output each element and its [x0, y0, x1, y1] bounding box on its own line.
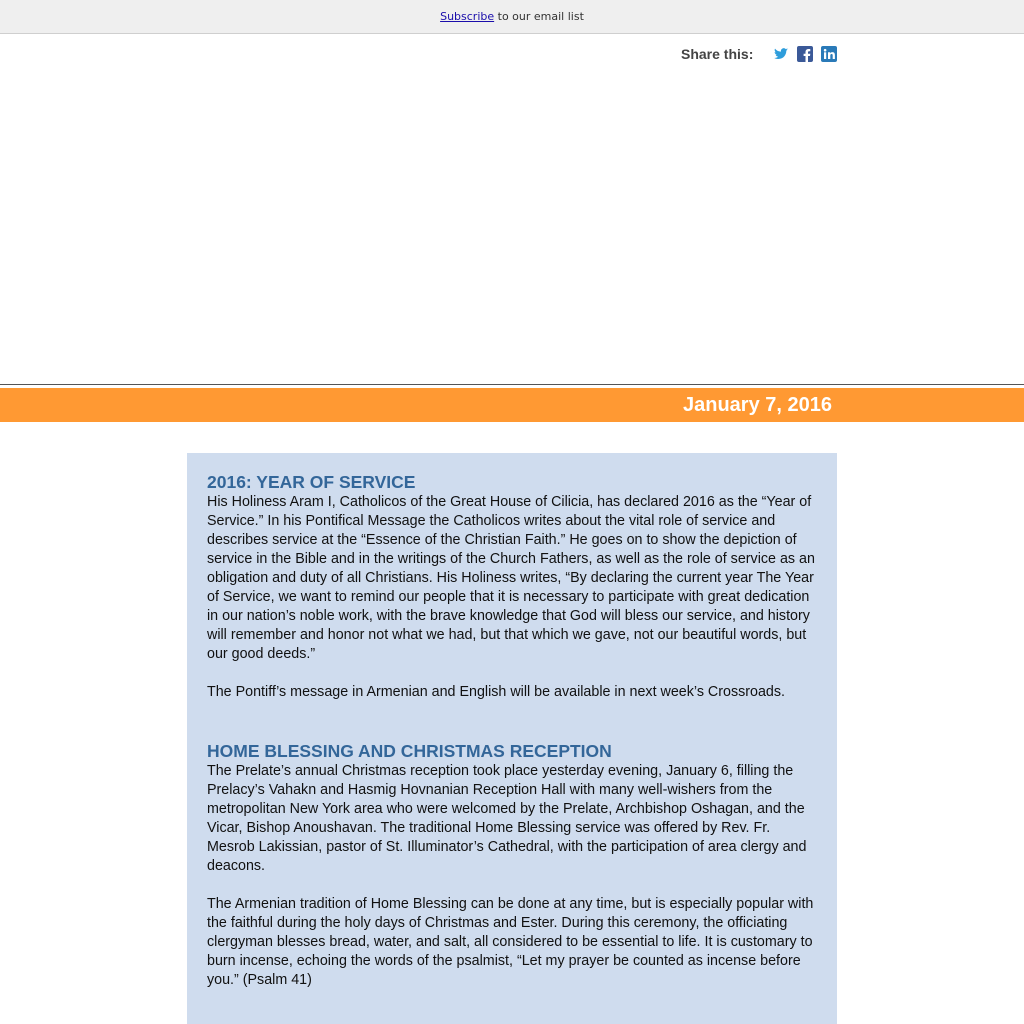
subscribe-bar	[0, 0, 1024, 34]
date-banner	[0, 388, 1024, 422]
article-paragraph: His Holiness Aram I, Catholicos of the Great House of Cilicia, has declared 2016 as the “Year of Service.” In his Pontifical Message the Catholicos writes about the vital role of service and describes service at the “Essence of the Christian Faith.” He goes on to show the depiction of service in the Bible and in the writings of the Church Fathers, as well as the role of service as an obligation and duty of all Christians. His Holiness writes, “By declaring the current year The Year of Service, we want to remind our people that it is necessary to participate with great dedication in our nation’s noble work, with the brave knowledge that God will bless our service, and history will remember and honor not what we had, but that which we gave, not our beautiful words, but our good deeds.”	[207, 494, 815, 662]
twitter-icon[interactable]	[773, 46, 789, 62]
article-title: 2016: YEAR OF SERVICE	[207, 472, 416, 492]
paragraph-spacer	[207, 876, 817, 895]
article-title: HOME BLESSING AND CHRISTMAS RECEPTION	[207, 741, 612, 761]
article-paragraph: The Pontiff’s message in Armenian and English will be available in next week’s Crossroads.	[207, 684, 786, 700]
subscribe-link[interactable]: Subscribe	[440, 10, 495, 23]
article-paragraph: The Armenian tradition of Home Blessing can be done at any time, but is especially popular with the faithful during the holy days of Christmas and Ester. During this ceremony, the officiating clergyman blesses bread, water, and salt, all considered to be essential to life. It is customary to burn incense, echoing the words of the psalmist, “Let my prayer be counted as incense before you.” (Psalm 41)	[207, 896, 814, 988]
subscribe-text: to our email list	[494, 10, 584, 23]
header-divider	[0, 384, 1024, 385]
issue-date: January 7, 2016	[683, 394, 832, 416]
article-paragraph: The Prelate’s annual Christmas reception took place yesterday evening, January 6, filling the Prelacy’s Vahakn and Hasmig Hovnanian Reception Hall with many well-wishers from the metropolitan New York area who were welcomed by the Prelate, Archbishop Oshagan, and the Vicar, Bishop Anoushavan. The traditional Home Blessing service was offered by Rev. Fr. Mesrob Lakissian, pastor of St. Illuminator’s Cathedral, with the participation of area clergy and deacons.	[207, 763, 807, 874]
share-label: Share this:	[681, 46, 754, 62]
share-bar	[681, 44, 837, 64]
newsletter-content	[187, 453, 837, 1024]
linkedin-icon[interactable]	[821, 46, 837, 62]
facebook-icon[interactable]	[797, 46, 813, 62]
paragraph-spacer	[207, 664, 817, 683]
article-spacer	[207, 702, 817, 740]
